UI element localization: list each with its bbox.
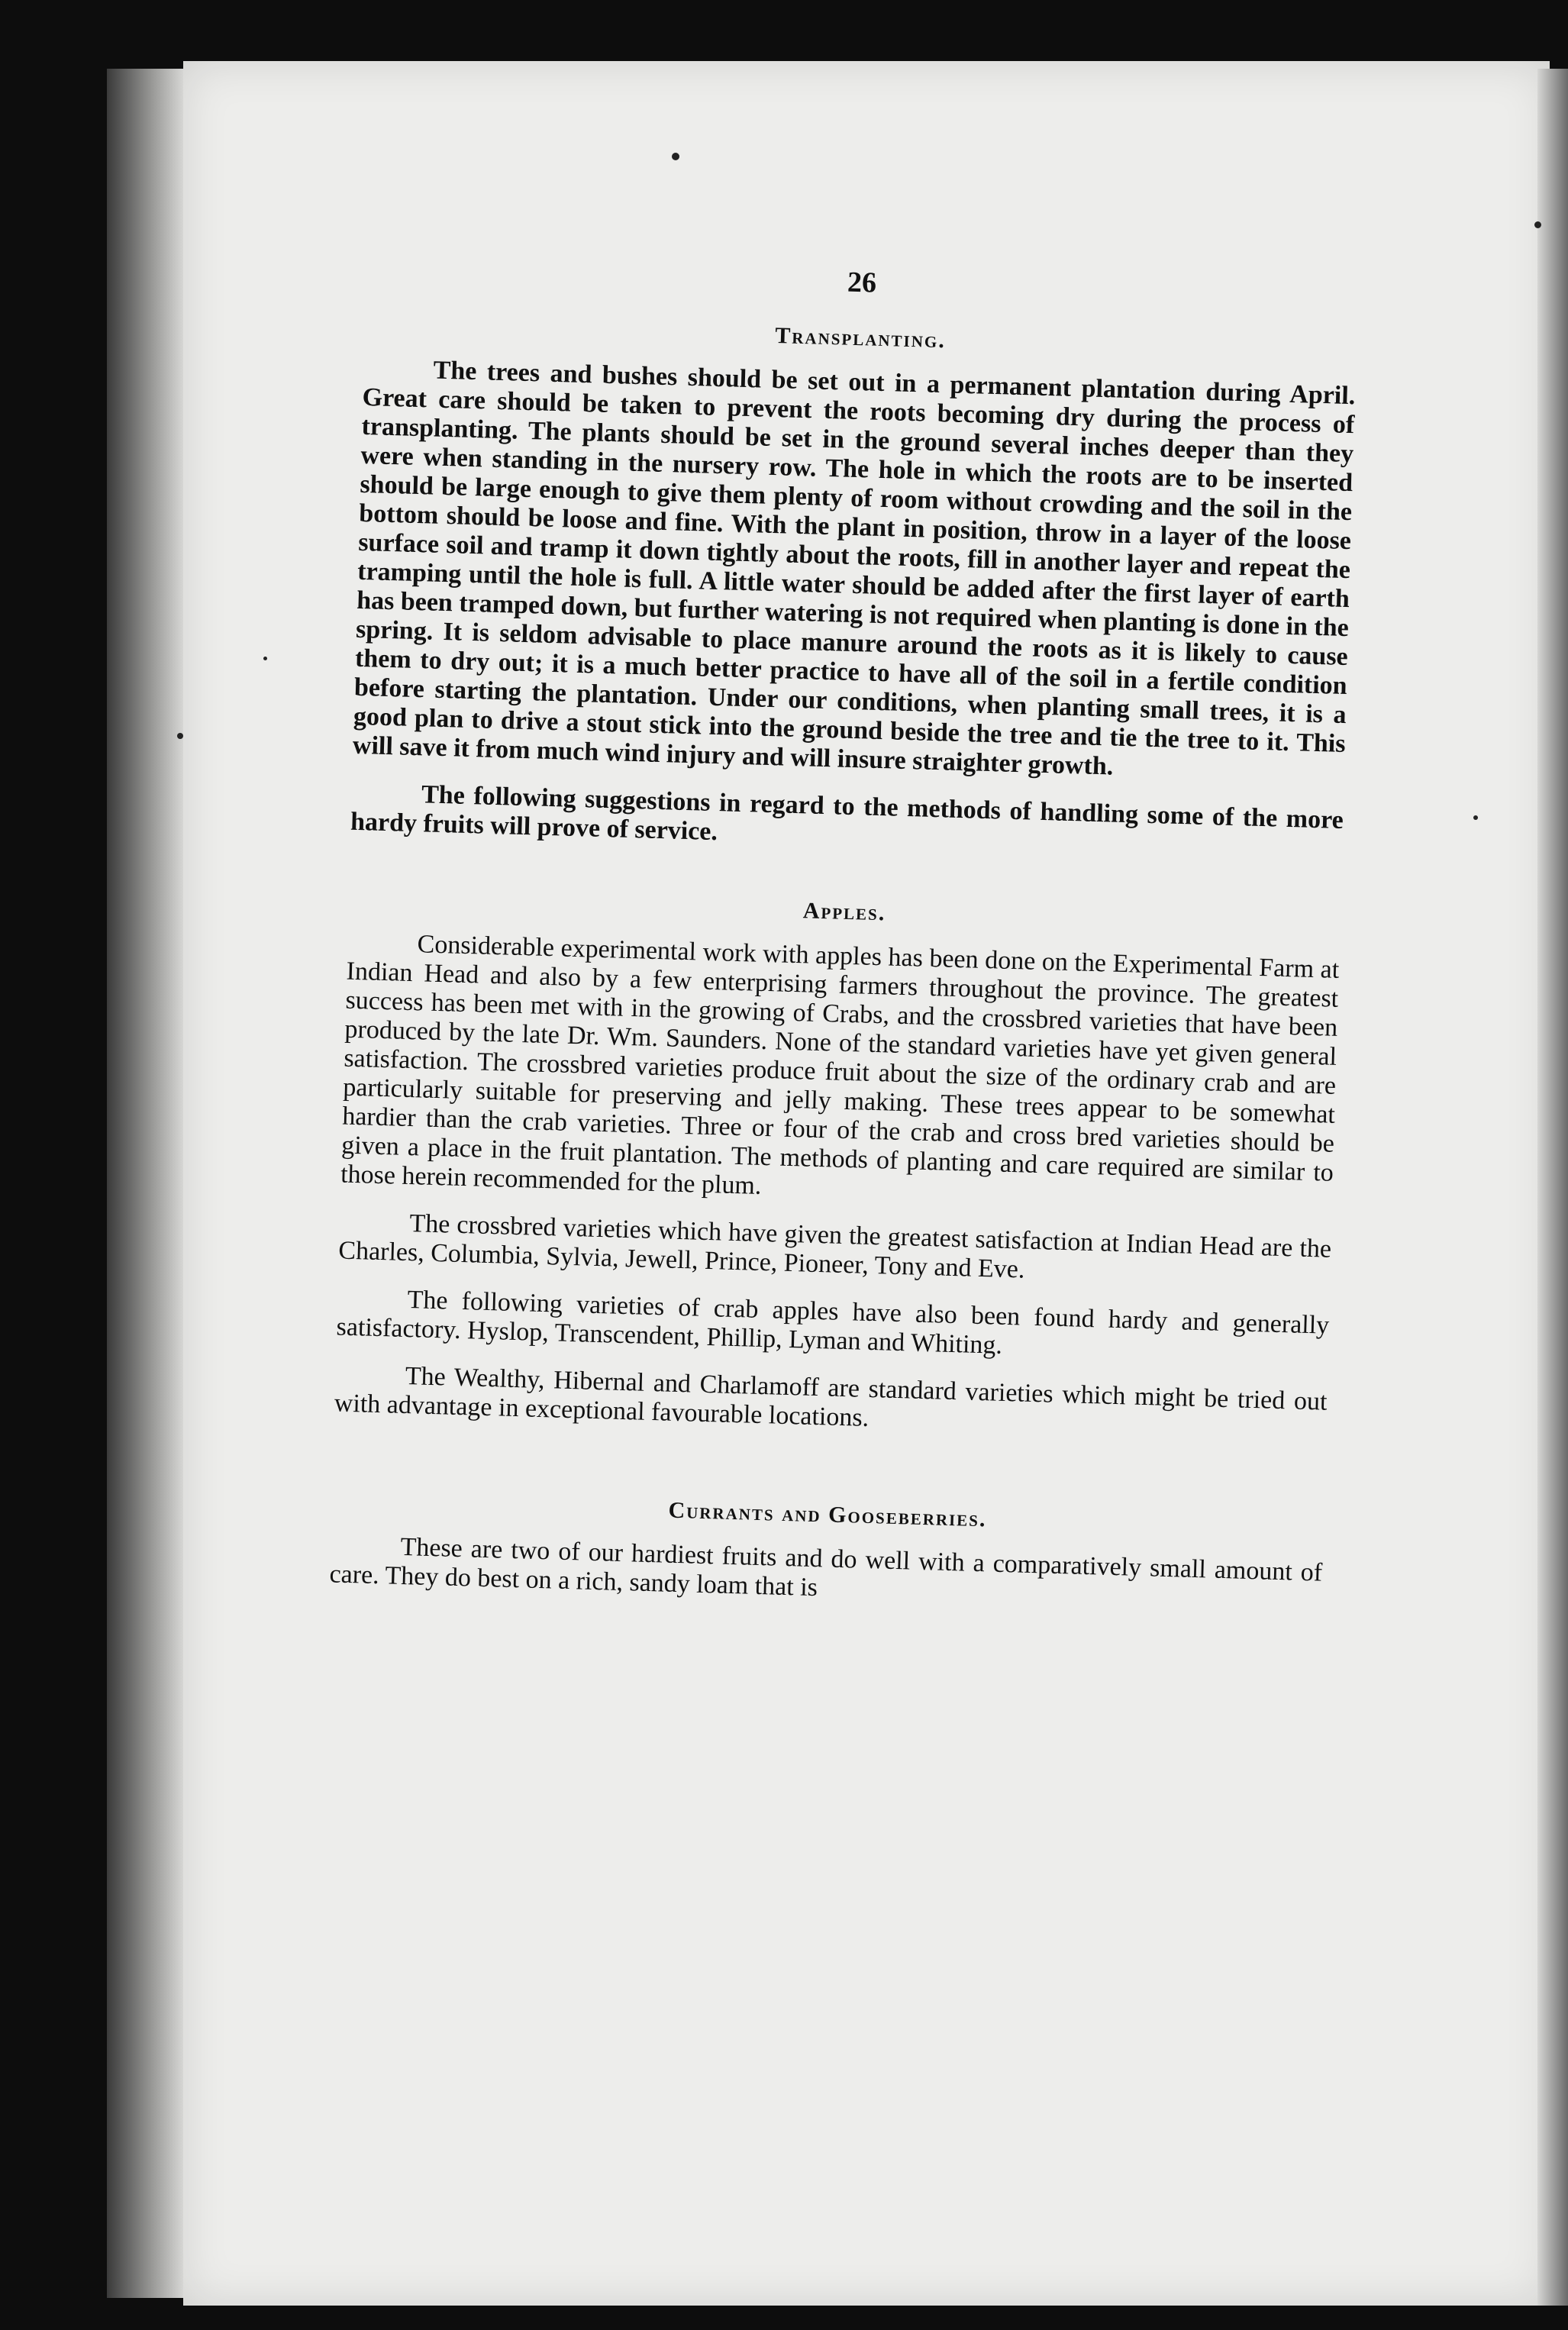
section-heading-transplanting: Transplanting. bbox=[774, 322, 947, 353]
paragraph-apples-1: Considerable experimental work with apples has been done on the Experimental Farm at Indian Head and also by a few enterprising farmers throughout the province. The greatest success has been met with in the growing of Crabs, and the crossbred varieties that have been produced by the late Dr. Wm. Saunders. None of the standard varieties have yet given general satisfaction. The crossbred varieties produce fruit about the size of the ordinary crab and are particularly suitable for preserving and jelly making. These trees appear to be somewhat hardier than the crab varieties. Three or four of the crab and cross bred varieties should be given a place in the fruit plantation. The methods of planting and care required are similar to those herein recommended for the plum. bbox=[340, 930, 1340, 1200]
dust-speck bbox=[177, 733, 183, 739]
section-heading-currants-gooseberries: Currants and Gooseberries. bbox=[668, 1497, 987, 1532]
page-shadow-right bbox=[1537, 69, 1568, 2306]
dust-speck bbox=[263, 657, 267, 660]
dust-speck bbox=[1534, 221, 1541, 228]
page-number: 26 bbox=[847, 266, 877, 299]
page-content bbox=[328, 252, 1358, 1635]
paragraph-apples-2: The crossbred varieties which have given the greatest satisfaction at Indian Head are the Charles, Columbia, Sylvia, Jewell, Prince, Pioneer, Tony and Eve. bbox=[337, 1209, 1332, 1284]
paragraph-apples-3: The following varieties of crab apples have also been found hardy and generally satisfactory. Hyslop, Transcendent, Phillip, Lyman and Whiting. bbox=[336, 1286, 1330, 1360]
page-shadow-left bbox=[107, 69, 183, 2298]
section-heading-apples: Apples. bbox=[802, 898, 886, 926]
dust-speck bbox=[1473, 815, 1478, 820]
dust-speck bbox=[672, 153, 679, 160]
paragraph-currants-1: These are two of our hardiest fruits and do well with a comparatively small amount of care. They do best on a rich, sandy loam that is bbox=[329, 1532, 1323, 1602]
paragraph-transplanting-2: The following suggestions in regard to the methods of handling some of the more hardy fruits will prove of service. bbox=[350, 780, 1344, 847]
paragraph-apples-4: The Wealthy, Hibernal and Charlamoff are standard varieties which might be tried out with advantage in exceptional favourable locations. bbox=[334, 1362, 1328, 1432]
paragraph-transplanting-1: The trees and bushes should be set out in a permanent plantation during April. Great care should be taken to prevent the roots becoming dry during the process of transplanting. The plants should be set in the ground several inches deeper than they were when standing in the nursery row. The hole in which the roots are to be inserted should be large enough to give them plenty of room without crowding and the soil in the bottom should be loose and fine. With the plant in position, throw in a layer of the loose surface soil and tramp it down tightly about the roots, fill in another layer and repeat the tramping until the hole is full. A little water should be added after the first layer of earth has been tramped down, but further watering is not required when planting is done in the spring. It is seldom advisable to place manure around the roots as it is likely to cause them to dry out; it is a much better practice to have all of the soil in a fertile condition before starting the plantation. Under our conditions, when planting small trees, it is a good plan to drive a stout stick into the ground beside the tree and tie the tree to it. This will save it from much wind injury and will insure straighter growth. bbox=[352, 356, 1356, 781]
